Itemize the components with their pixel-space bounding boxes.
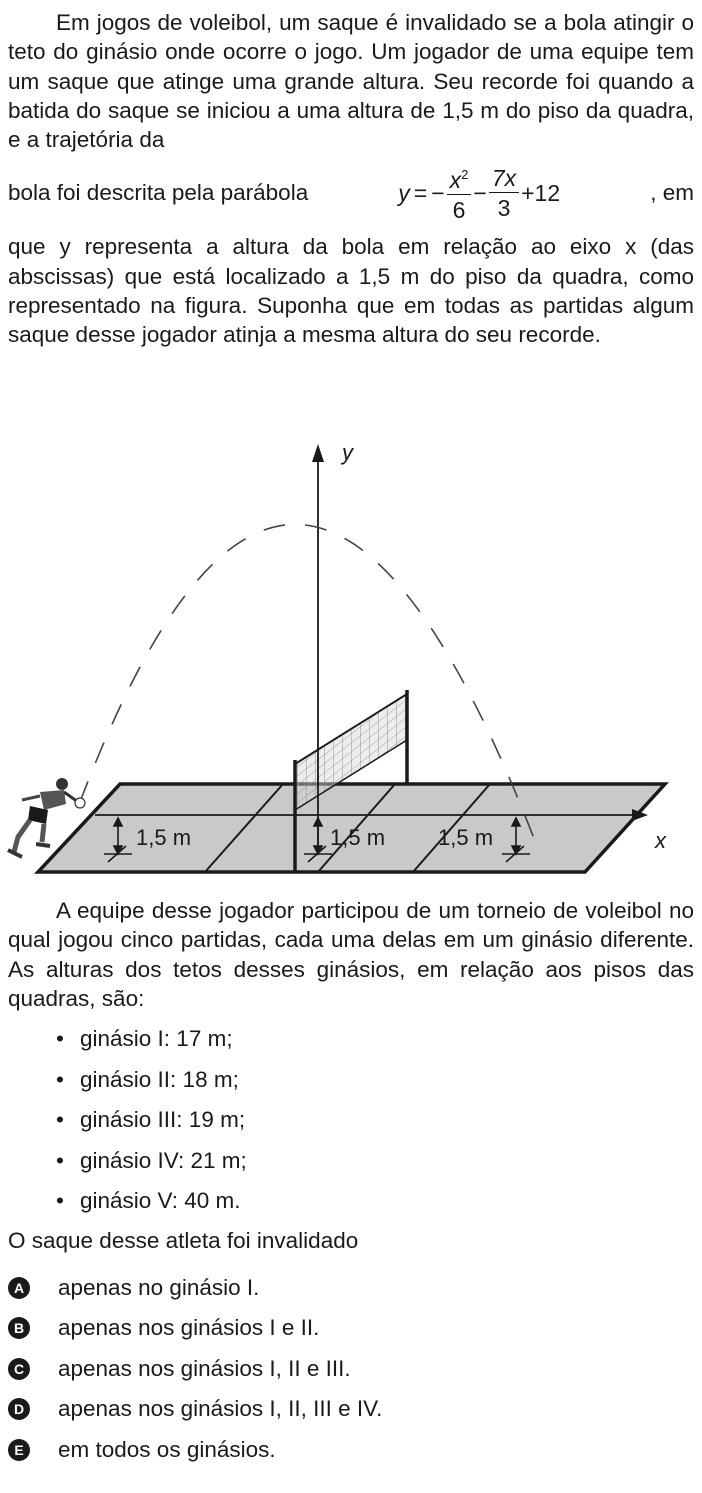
question-continuation: [8, 896, 694, 1470]
y-axis-label: y: [342, 440, 353, 465]
fraction-2: [489, 166, 519, 221]
equation-x: x: [449, 167, 462, 194]
court-diagram: [0, 432, 702, 887]
equation-y: y: [398, 179, 410, 206]
fraction-2-denominator: 3: [497, 194, 511, 221]
answer-options: [8, 1268, 694, 1471]
parabola-equation: [398, 163, 560, 223]
option-a-text: apenas no ginásio I.: [58, 1274, 260, 1300]
equation-line: [8, 154, 694, 232]
fraction-2-numerator: [489, 166, 519, 193]
fraction-1: [447, 163, 472, 223]
equation-exponent: 2: [461, 167, 469, 183]
option-a-badge: A: [8, 1277, 30, 1299]
height-label-center: 1,5 m: [330, 825, 386, 850]
gym-item-4: • ginásio IV: 21 m;: [8, 1141, 694, 1182]
equation-7x: 7x: [491, 164, 517, 191]
option-e[interactable]: [8, 1430, 694, 1471]
height-label-left: 1,5 m: [136, 825, 192, 850]
option-b-text: apenas nos ginásios I e II.: [58, 1315, 320, 1341]
option-e-badge: E: [8, 1439, 30, 1461]
equation-equals: =: [413, 179, 428, 206]
y-axis-arrow-icon: [312, 444, 324, 462]
question-body: [8, 8, 694, 350]
gym-item-1: • ginásio I: 17 m;: [8, 1019, 694, 1060]
equation-minus-1: −: [431, 179, 445, 206]
intro-paragraph-1: Em jogos de voleibol, um saque é invalidado se a bola atingir o teto do ginásio onde ocorre o jogo. Um jogador de uma equipe tem um saque que atinge uma grande altura. Seu recorde foi quando a batida do saque se iniciou a uma altura de 1,5 m do piso da quadra, e a trajetória da: [8, 10, 694, 153]
height-label-right: 1,5 m: [438, 825, 494, 850]
gym-item-5: • ginásio V: 40 m.: [8, 1181, 694, 1222]
x-axis-label: x: [655, 828, 666, 853]
equation-suffix: , em: [650, 180, 694, 206]
intro-paragraph-2: que y representa a altura da bola em relação ao eixo x (das abscissas) que está localizado a 1,5 m do piso da quadra, como representado na figura. Suponha que em todas as partidas algum saque desse jogador atinja a mesma altura do seu recorde.: [8, 234, 694, 348]
context-paragraph: A equipe desse jogador participou de um torneio de voleibol no qual jogou cinco partidas, cada uma delas em um ginásio diferente. As alturas dos tetos desses ginásios, em relação aos pisos das quadras, são:: [8, 898, 694, 1011]
option-c[interactable]: [8, 1349, 694, 1390]
option-d-badge: D: [8, 1398, 30, 1420]
equation-plus-12: +12: [521, 179, 561, 206]
option-c-text: apenas nos ginásios I, II e III.: [58, 1355, 351, 1381]
gym-item-3: • ginásio III: 19 m;: [8, 1100, 694, 1141]
option-b-badge: B: [8, 1317, 30, 1339]
option-b[interactable]: [8, 1308, 694, 1349]
option-c-badge: C: [8, 1358, 30, 1380]
equation-minus-2: −: [473, 179, 487, 206]
fraction-1-denominator: 6: [452, 197, 466, 224]
equation-prefix: bola foi descrita pela parábola: [8, 180, 309, 206]
question-stem: O saque desse atleta foi invalidado: [8, 1227, 359, 1253]
gym-item-2: • ginásio II: 18 m;: [8, 1060, 694, 1101]
option-d[interactable]: [8, 1389, 694, 1430]
option-d-text: apenas nos ginásios I, II, III e IV.: [58, 1396, 383, 1422]
option-e-text: em todos os ginásios.: [58, 1436, 276, 1462]
option-a[interactable]: [8, 1268, 694, 1309]
gym-list: [8, 1019, 694, 1222]
court-figure: [0, 432, 702, 887]
fraction-1-numerator: [447, 163, 472, 195]
